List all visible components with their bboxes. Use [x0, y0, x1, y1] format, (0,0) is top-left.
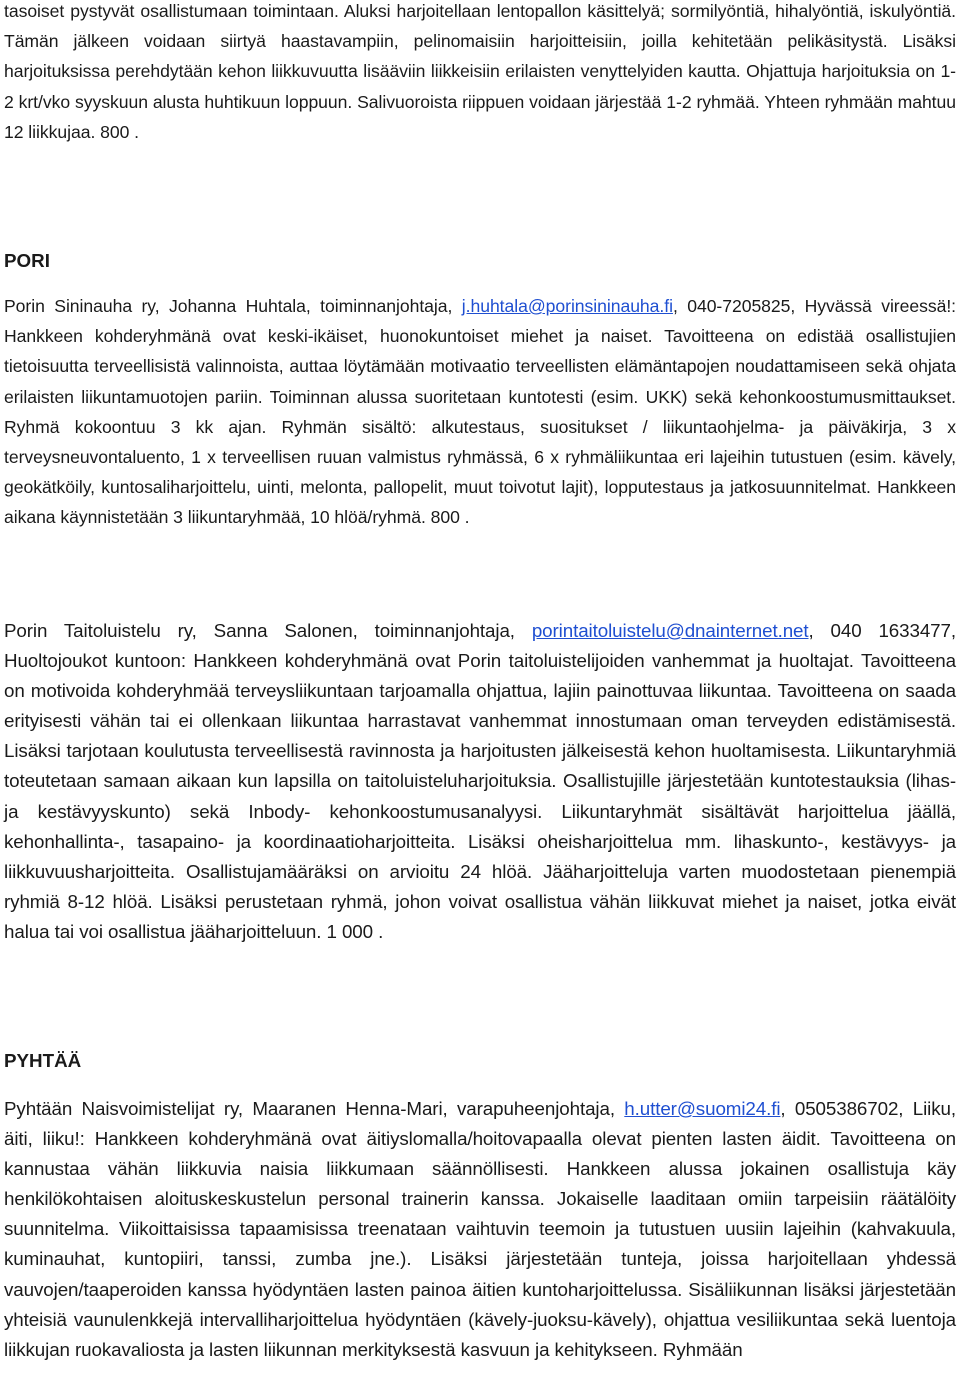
- section-heading-pyhtaa: PYHTÄÄ: [4, 1050, 82, 1071]
- entry-text-after: , 040-7205825, Hyvässä vireessä!: Hankkeen kohderyhmänä ovat keski-ikäiset, huonokuntoiset miehet ja naiset. Tavoitteena on edistää osallistujien tietoisuutta terveellisistä valinnoista, auttaa löytämään motivaatio terveellisten elämäntapojen noudattamiseen sekä ohjata erilaisten liikuntamuotojen pariin. Toiminnan alussa suoritetaan kuntotesti (esim. UKK) sekä kehonkoostumusmittaukset. Ryhmä kokoontuu 3 kk ajan. Ryhmän sisältö: alkutestaus, suositukset / liikuntaohjelma- ja päiväkirja, 3 x terveysneuvontaluento, 1 x terveellisen ruuan valmistus ryhmässä, 6 x ryhmäliikuntaa eri lajeihin tutustuen (esim. kävely, geokätköily, kuntosaliharjoittelu, uinti, melonta, pallopelit, muut toivotut lajit), lopputestaus ja jatkosuunnitelmat. Hankkeen aikana käynnistetään 3 liikuntaryhmää, 10 hlöä/ryhmä. 800 .: [4, 296, 956, 528]
- entry-text-after: , 040 1633477, Huoltojoukot kuntoon: Hankkeen kohderyhmänä ovat Porin taitoluistelijoiden vanhemmat ja huoltajat. Tavoitteena on motivoida kohderyhmää terveysliikuntaan tarjoamalla ohjattua, lajiin painottuvaa liikuntaa. Tavoitteena on saada erityisesti vähän tai ei ollenkaan liikuntaa harrastavat vanhemmat innostumaan oman terveyden edistämisestä. Lisäksi tarjotaan koulutusta terveellisestä ravinnosta ja harjoitusten jälkeisestä kehon huoltamisesta. Liikuntaryhmiä toteutetaan samaan aikaan kun lapsilla on taitoluisteluharjoituksia. Osallistujille järjestetään kuntotestauksia (lihas- ja kestävyyskunto) sekä Inbody- kehonkoostumusanalyysi. Liikuntaryhmät sisältävät harjoittelua jäällä, kehonhallinta-, tasapaino- ja koordinaatioharjoitteita. Lisäksi oheisharjoittelua mm. lihaskunto-, kestävyys- ja liikkuvuusharjoitteita. Osallistujamääräksi on arvioitu 24 hlöä. Jääharjoitteluja varten muodostetaan pienempiä ryhmiä 8-12 hlöä. Lisäksi perustetaan ryhmä, johon voivat osallistua vähän liikkuvat miehet ja naiset, jotka eivät halua tai voi osallistua jääharjoitteluun. 1 000 .: [4, 620, 956, 942]
- email-link[interactable]: j.huhtala@porinsininauha.fi: [461, 296, 673, 316]
- entry-pyhtaan-naisvoimistelijat: [4, 1094, 956, 1365]
- section-heading-pori: PORI: [4, 250, 50, 271]
- entry-text-before: Porin Sininauha ry, Johanna Huhtala, toiminnanjohtaja,: [4, 296, 462, 316]
- entry-text-after: , 0505386702, Liiku, äiti, liiku!: Hankkeen kohderyhmänä ovat äitiyslomalla/hoitovapaalla olevat pienten lasten äidit. Tavoitteena on kannustaa vähän liikkuvia naisia liikkumaan säännöllisesti. Hankkeen alussa jokainen osallistuja käy henkilökohtaisen aloituskeskustelun personal trainerin kanssa. Jokaiselle laaditaan omiin tarpeisiin räätälöity suunnitelma. Viikoittaisissa tapaamisissa treenataan vaihtuvin teemoin ja tutustuen uusiin lajeihin (kahvakuula, kuminauhat, kuntopiiri, tanssi, zumba jne.). Lisäksi järjestetään tunteja, joissa harjoitellaan yhdessä vauvojen/taaperoiden kanssa hyödyntäen lasten painoa äitien kuntoharjoittelussa. Sisäliikunnan lisäksi järjestetään yhteisiä vaunulenkkejä intervalliharjoittelua hyödyntäen (kävely-juoksu-kävely), ohjattua vesiliikuntaa sekä luentoja liikkujan ruokavaliosta ja lasten liikunnan merkityksestä kasvuun ja kehitykseen. Ryhmään: [4, 1098, 957, 1360]
- entry-text-before: Pyhtään Naisvoimistelijat ry, Maaranen Henna-Mari, varapuheenjohtaja,: [4, 1098, 625, 1119]
- email-link[interactable]: h.utter@suomi24.fi: [624, 1098, 781, 1119]
- entry-text-before: Porin Taitoluistelu ry, Sanna Salonen, toiminnanjohtaja,: [4, 620, 532, 641]
- email-link[interactable]: porintaitoluistelu@dnainternet.net: [531, 620, 809, 641]
- entry-porin-sininauha: [4, 291, 956, 533]
- entry-porin-taitoluistelu: [4, 616, 956, 947]
- top-paragraph: tasoiset pystyvät osallistumaan toimintaan. Aluksi harjoitellaan lentopallon käsittelyä; sormilyöntiä, hihalyöntiä, iskulyöntiä. Tämän jälkeen voidaan siirtyä haastavampiin, pelinomaisiin harjoitteisiin, joilla kehitetään pelikäsitystä. Lisäksi harjoituksissa perehdytään kehon liikkuvuutta lisääviin liikkeisiin erilaisten venyttelyiden kautta. Ohjattuja harjoituksia on 1-2 krt/vko syyskuun alusta huhtikuun loppuun. Salivuoroista riippuen voidaan järjestää 1-2 ryhmää. Yhteen ryhmään mahtuu 12 liikkujaa. 800 .: [4, 1, 956, 142]
